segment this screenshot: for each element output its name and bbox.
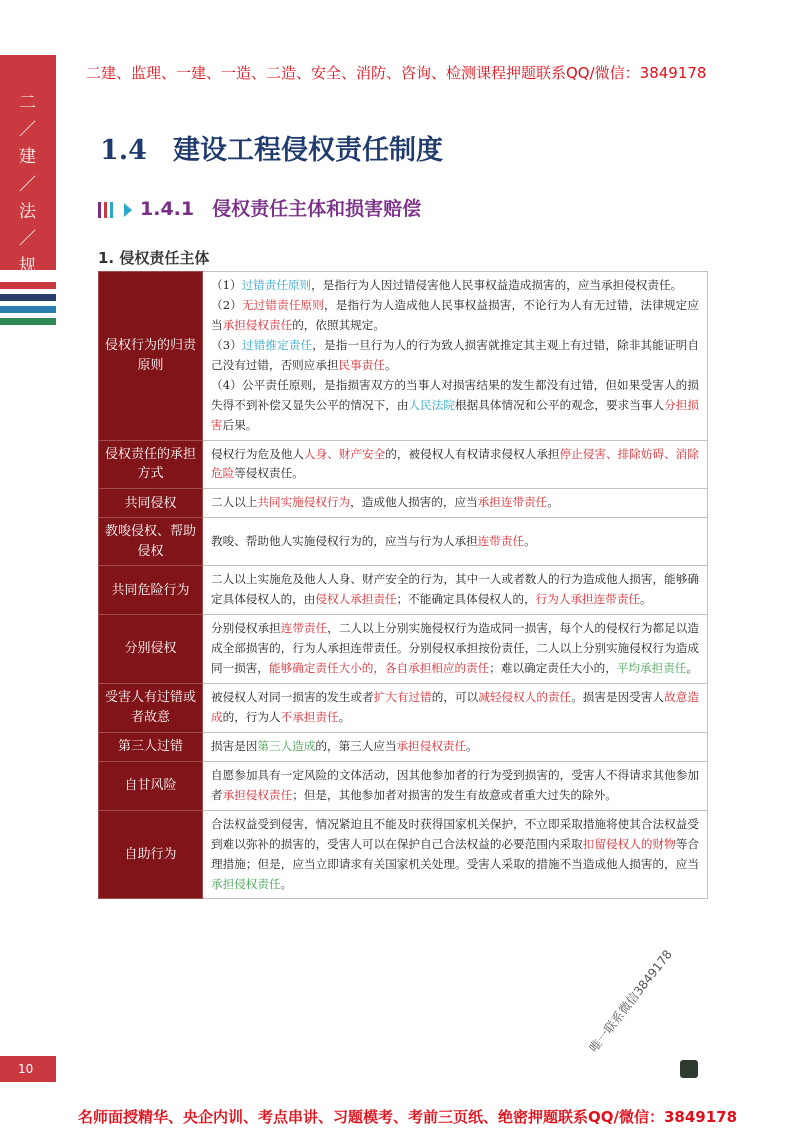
- row-content: 二人以上共同实施侵权行为，造成他人损害的，应当承担连带责任。: [203, 489, 708, 518]
- subsection-number: 1.4.1: [140, 198, 195, 220]
- section-title: 建设工程侵权责任制度: [172, 135, 443, 166]
- row-label: 自助行为: [99, 810, 203, 899]
- subsection-heading: [98, 194, 421, 221]
- row-content: 分别侵权承担连带责任，二人以上分别实施侵权行为造成同一损害，每个人的侵权行为都足以造成全部损害的，行为人承担连带责任。分别侵权承担按份责任，二人以上分别实施侵权行为造成同一损害，能够确定责任大小的，各自承担相应的责任；难以确定责任大小的，平均承担责任。: [203, 615, 708, 684]
- table-row: [99, 761, 708, 810]
- heading-bars-icon: [98, 199, 116, 221]
- row-content: 被侵权人对同一损害的发生或者扩大有过错的，可以减轻侵权人的责任。损害是因受害人故意造成的，行为人不承担责任。: [203, 684, 708, 733]
- logo-icon: [680, 1060, 698, 1078]
- row-content: 损害是因第三人造成的，第三人应当承担侵权责任。: [203, 732, 708, 761]
- top-ad-text: 二建、监理、一建、一造、二造、安全、消防、咨询、检测课程押题联系QQ/微信：3849178: [86, 64, 707, 82]
- row-content: 教唆、帮助他人实施侵权行为的，应当与行为人承担连带责任。: [203, 518, 708, 566]
- watermark-text: 唯一联系微信3849178: [586, 947, 675, 1055]
- table-row: [99, 615, 708, 684]
- heading-arrow-icon: [124, 203, 132, 217]
- row-content: （1）过错责任原则，是指行为人因过错侵害他人民事权益造成损害的，应当承担侵权责任。 （2）无过错责任原则，是指行为人造成他人民事权益损害，不论行为人有无过错，法律规定应当承担侵权责任的，依照其规定。 （3）过错推定责任，是指一旦行为人的行为致人损害就推定其主观上有过错，除非其能证明自己没有过错，否则应承担民事责任。 （4）公平责任原则，是指损害双方的当事人对损害结果的发生都没有过错，但如果受害人的损失得不到补偿又显失公平的情况下，由人民法院根据具体情况和公平的观念，要求当事人分担损害后果。: [203, 272, 708, 441]
- sidebar-stripes: [0, 282, 56, 330]
- table-row: [99, 518, 708, 566]
- heading3: 1. 侵权责任主体: [98, 249, 210, 267]
- subsection-title: 侵权责任主体和损害赔偿: [212, 198, 422, 220]
- bottom-ad-text: 名师面授精华、央企内训、考点串讲、习题模考、考前三页纸、绝密押题联系QQ/微信：3849178: [78, 1108, 738, 1126]
- table-row: [99, 272, 708, 441]
- page-number: 10: [18, 1062, 34, 1076]
- section-number: 1.4: [100, 135, 147, 166]
- section-heading: [100, 128, 443, 167]
- liability-table: [98, 271, 708, 899]
- row-content: 二人以上实施危及他人人身、财产安全的行为，其中一人或者数人的行为造成他人损害，能够确定具体侵权人的，由侵权人承担责任；不能确定具体侵权人的，行为人承担连带责任。: [203, 566, 708, 615]
- row-label: 分别侵权: [99, 615, 203, 684]
- side-title: 二 ／ 建 ／ 法 ／ 规: [19, 93, 37, 277]
- row-content: 合法权益受到侵害，情况紧迫且不能及时获得国家机关保护，不立即采取措施将使其合法权益受到难以弥补的损害的，受害人可以在保护自己合法权益的必要范围内采取扣留侵权人的财物等合理措施；但是，应当立即请求有关国家机关处理。受害人采取的措施不当造成他人损害的，应当承担侵权责任。: [203, 810, 708, 899]
- row-label: 第三人过错: [99, 732, 203, 761]
- table-row: [99, 810, 708, 899]
- row-label: 共同侵权: [99, 489, 203, 518]
- table-row: [99, 489, 708, 518]
- row-label: 教唆侵权、帮助侵权: [99, 518, 203, 566]
- row-content: 侵权行为危及他人人身、财产安全的，被侵权人有权请求侵权人承担停止侵害、排除妨碍、消除危险等侵权责任。: [203, 440, 708, 489]
- table-row: [99, 684, 708, 733]
- table-row: [99, 566, 708, 615]
- row-label: 共同危险行为: [99, 566, 203, 615]
- table-row: [99, 440, 708, 489]
- row-label: 侵权责任的承担方式: [99, 440, 203, 489]
- row-label: 受害人有过错或者故意: [99, 684, 203, 733]
- table-row: [99, 732, 708, 761]
- row-label: 自甘风险: [99, 761, 203, 810]
- row-label: 侵权行为的归责原则: [99, 272, 203, 441]
- row-content: 自愿参加具有一定风险的文体活动，因其他参加者的行为受到损害的，受害人不得请求其他参加者承担侵权责任；但是，其他参加者对损害的发生有故意或者重大过失的除外。: [203, 761, 708, 810]
